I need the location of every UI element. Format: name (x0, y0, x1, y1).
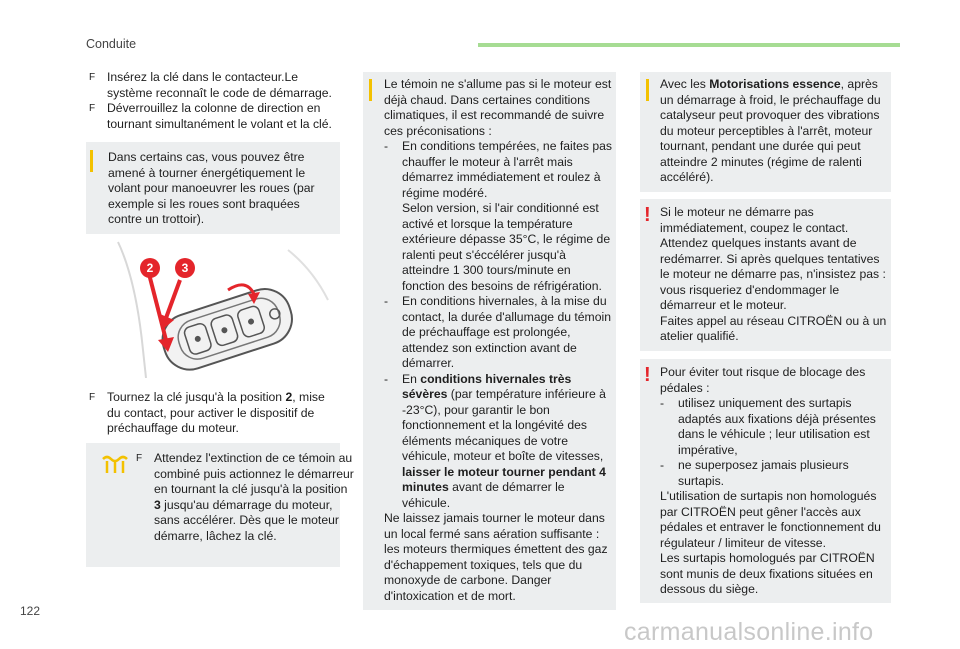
dash-temperate: - En conditions tempérées, ne faites pas chauffer le moteur à l'arrêt mais démarrez immédiatement et roulez à régime modéré. (384, 139, 613, 200)
section-title: Conduite (86, 37, 137, 51)
aircon-note: Selon version, si l'air conditionné est activé et lorsque la température extérieure dépasse 35°C, le régime de ralenti peut s'éccélérer jusqu'à atteindre 1 300 tours/minute en fonction des besoins de réfrigération. (402, 201, 611, 293)
glow-plug-panel (86, 443, 354, 567)
dash-severe-winter: - En conditions hivernales très sévères (par température inférieure à -23°C), pour garantir le bon fonctionnement et la longévité des éléments mécaniques de votre véhicule, moteur et boîte de vitesses, laisser le moteur tourner pendant 4 minutes avant de démarrer le véhicule. (384, 371, 606, 510)
info-bar (369, 79, 372, 101)
position-3-label: 3 (181, 261, 189, 275)
dash-mats-adapted: - utilisez uniquement des surtapis adaptés aux fixations déjà présentes dans le véhicule ; leur utilisation est impérative, (660, 396, 876, 457)
dash-no-stacking: - ne superposez jamais plusieurs surtapis. (660, 458, 849, 488)
closing-warning: Ne laissez jamais tourner le moteur dans un local fermé sans aération suffisante : les moteurs thermiques émettent des gaz d'échappement toxiques, tels que du monoxyde de carbone. Danger d'intoxication et de mort. (384, 511, 608, 603)
position-2-label: 2 (146, 261, 154, 275)
conditions-intro: Le témoin ne s'allume pas si le moteur est déjà chaud. Dans certaines conditions climatiques, il est recommandé de suivre ces préconisations : (384, 77, 612, 138)
no-start-text: Si le moteur ne démarre pas immédiatement, coupez le contact. Attendez quelques instants avant de redémarrer. Si après quelques tentatives le moteur ne démarre pas, n'insistez pas : vous risqueriez d'endommager le démarreur et le moteur. Faites appel au réseau CITROËN ou à un atelier qualifié. (660, 205, 887, 343)
dash-winter: - En conditions hivernales, à la mise du contact, la durée d'allumage du témoin de préchauffage est prolongée, attendez son extinction avant de démarrer. (384, 294, 611, 370)
turn-key-step (89, 390, 339, 437)
warning-icon: ! (644, 204, 651, 226)
pedal-warning-panel (640, 359, 891, 603)
bullet-unlock-column: F Déverrouillez la colonne de direction en tournant simultanément le volant et la clé. (89, 101, 332, 131)
steering-note-panel (86, 142, 340, 234)
conditions-panel (363, 72, 616, 610)
conditions-text (384, 77, 614, 604)
info-bar (646, 79, 649, 101)
glow-plug-icon (100, 453, 130, 475)
no-start-warning-panel (640, 199, 891, 351)
header-accent-bar (478, 43, 900, 47)
info-bar (90, 150, 93, 172)
bullet-turn-key: F Tournez la clé jusqu'à la position 2, mise du contact, pour activer le dispositif de préchauffage du moteur. (89, 390, 325, 435)
insert-key-steps (89, 70, 339, 132)
steering-note-text: Dans certains cas, vous pouvez être amené à tourner énergétiquement le volant pour manoeuvrer les roues (par exemple si les roues sont braquées contre un trottoir). (108, 150, 315, 226)
warning-icon: ! (644, 364, 651, 386)
watermark: carmanualsonline.info (624, 618, 874, 646)
page-number: 122 (20, 604, 41, 618)
petrol-panel (640, 72, 891, 192)
key-ignition-figure (88, 240, 340, 378)
petrol-text: Avec les Motorisations essence, après un démarrage à froid, le préchauffage du catalyseur peut provoquer des vibrations du moteur perceptibles à l'arrêt, moteur tournant, pendant une durée qui peut atteindre 2 minutes (régime de ralenti accéléré). (660, 77, 881, 184)
pedal-text: Pour éviter tout risque de blocage des pédales : - utilisez uniquement des surtapis adaptés aux fixations déjà présentes dans le véhicule ; leur utilisation est impérative, - ne superposez jamais plusieurs surtapis. L'utilisation de surtapis non homologués par CITROËN peut gêner l'accès aux pédales et entraver le fonctionnement du régulateur / limiteur de vitesse. Les surtapis homologués par CITROËN sont munis de deux fixations situées en dessous du siège. (660, 365, 888, 598)
glow-plug-text: F Attendez l'extinction de ce témoin au combiné puis actionnez le démarreur en tournant la clé jusqu'à la position 3 jusqu'au démarrage du moteur, sans accélérer. Dès que le moteur démarre, lâchez la clé. (136, 451, 354, 543)
bullet-insert-key: F Insérez la clé dans le contacteur.Le système reconnaît le code de démarrage. (89, 70, 332, 100)
